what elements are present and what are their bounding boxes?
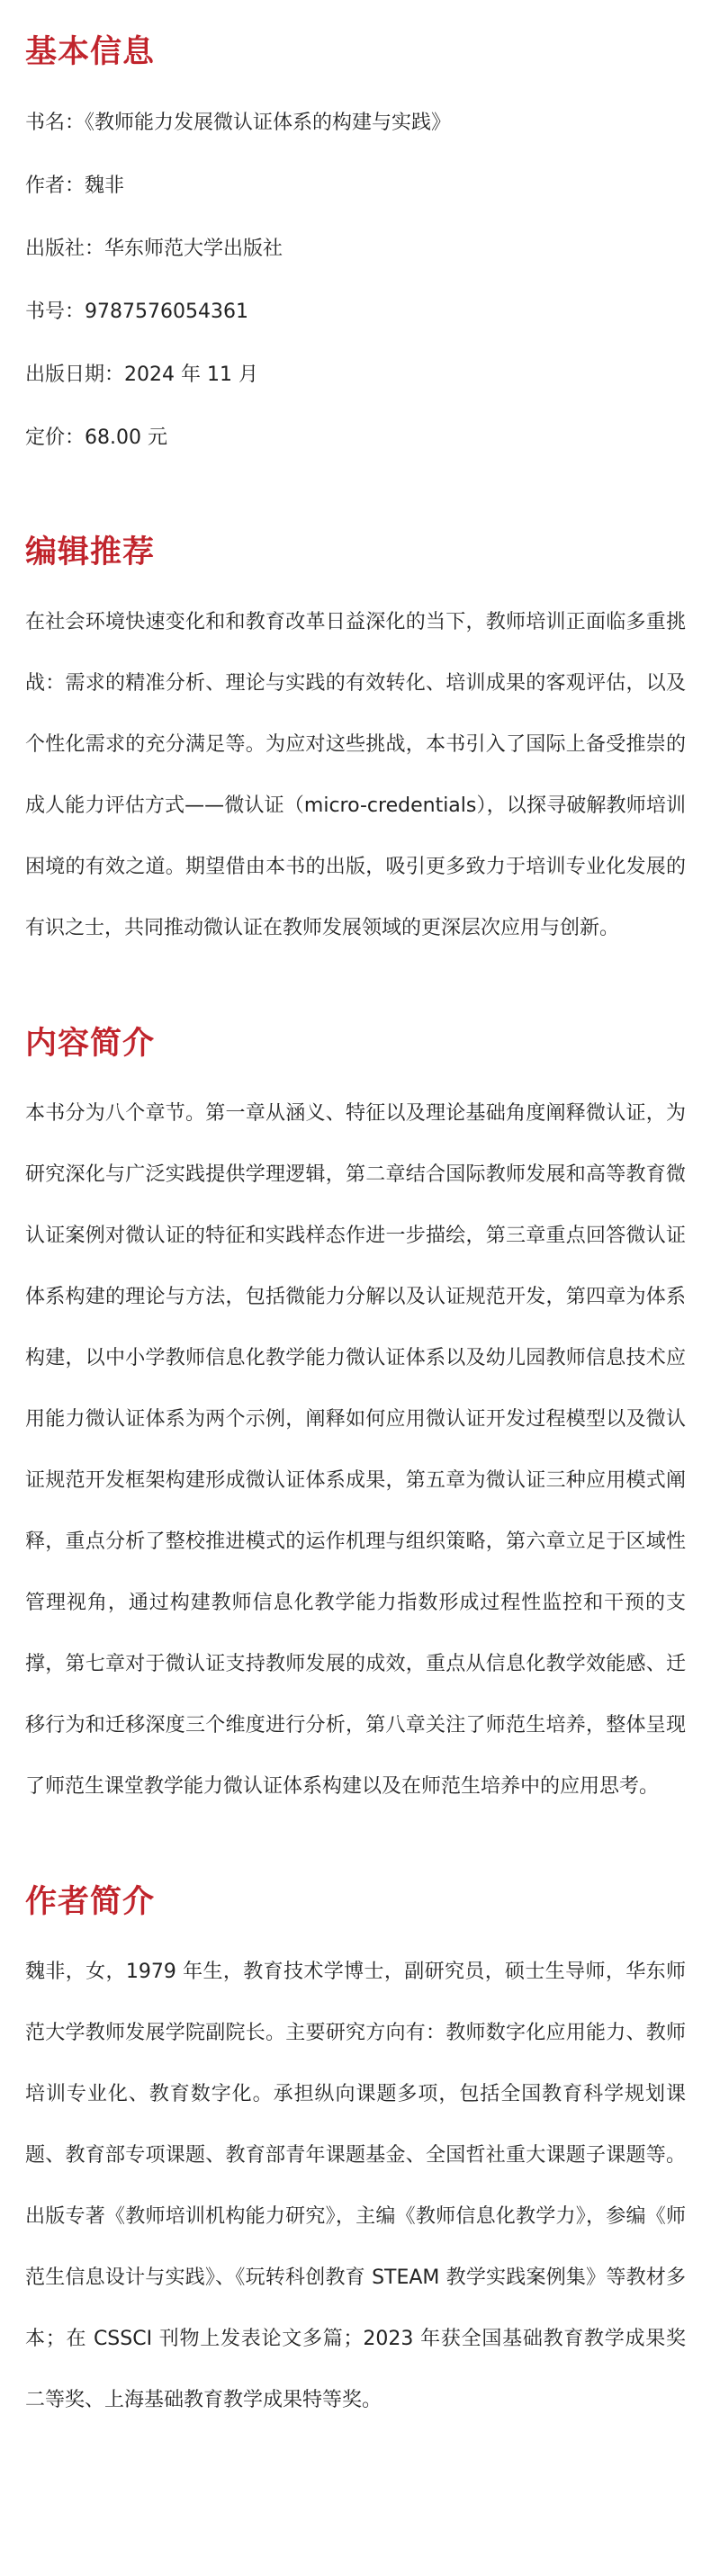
basic-info-section (25, 29, 686, 470)
content-intro-section (25, 1020, 686, 1818)
isbn-row: 书号：9787576054361 (25, 301, 248, 323)
author-intro-section (25, 1879, 686, 2431)
publisher-row: 出版社：华东师范大学出版社 (25, 238, 284, 260)
editor-recommendation-heading: 编辑推荐 (25, 534, 156, 570)
book-title-row: 书名：《教师能力发展微认证体系的构建与实践》 (25, 112, 452, 134)
content-intro-text: 本书分为八个章节。第一章从涵义、特征以及理论基础角度阐释微认证，为研究深化与广泛实践提供学理逻辑，第二章结合国际教师发展和高等教育微认证案例对微认证的特征和实践样态作进一步描绘，第三章重点回答微认证体系构建的理论与方法，包括微能力分解以及认证规范开发，第四章为体系构建，以中小学教师信息化教学能力微认证体系以及幼儿园教师信息技术应用能力微认证体系为两个示例，阐释如何应用微认证开发过程模型以及微认证规范开发框架构建形成微认证体系成果，第五章为微认证三种应用模式阐释，重点分析了整校推进模式的运作机理与组织策略，第六章立足于区域性管理视角，通过构建教师信息化教学能力指数形成过程性监控和干预的支撑，第七章对于微认证支持教师发展的成效，重点从信息化教学效能感、迁移行为和迁移深度三个维度进行分析，第八章关注了师范生培养，整体呈现了师范生课堂教学能力微认证体系构建以及在师范生培养中的应用思考。 (25, 1102, 686, 1798)
basic-info-heading: 基本信息 (25, 34, 156, 70)
content-intro-heading: 内容简介 (25, 1026, 156, 1062)
author-intro-text: 魏非，女，1979 年生，教育技术学博士，副研究员，硕士生导师，华东师范大学教师发展学院副院长。主要研究方向有：教师数字化应用能力、教师培训专业化、教育数字化。承担纵向课题多项，包括全国教育科学规划课题、教育部专项课题、教育部青年课题基金、全国哲社重大课题子课题等。出版专著《教师培训机构能力研究》，主编《教师信息化教学力》，参编《师范生信息设计与实践》、《玩转科创教育 STEAM 教学实践案例集》等教材多本；在 CSSCI 刊物上发表论文多篇；2023 年获全国基础教育教学成果奖二等奖、上海基础教育教学成果特等奖。 (25, 1961, 686, 2411)
author-intro-heading: 作者简介 (25, 1884, 156, 1920)
editor-recommendation-section (25, 529, 686, 959)
editor-recommendation-text: 在社会环境快速变化和和教育改革日益深化的当下，教师培训正面临多重挑战：需求的精准分析、理论与实践的有效转化、培训成果的客观评估，以及个性化需求的充分满足等。为应对这些挑战，本书引入了国际上备受推崇的成人能力评估方式——微认证（micro-credentials），以探寻破解教师培训困境的有效之道。期望借由本书的出版，吸引更多致力于培训专业化发展的有识之士，共同推动微认证在教师发展领域的更深层次应用与创新。 (25, 611, 686, 939)
publish-date-row: 出版日期：2024 年 11 月 (25, 364, 258, 386)
price-row: 定价：68.00 元 (25, 426, 167, 449)
author-row: 作者：魏非 (25, 175, 125, 197)
